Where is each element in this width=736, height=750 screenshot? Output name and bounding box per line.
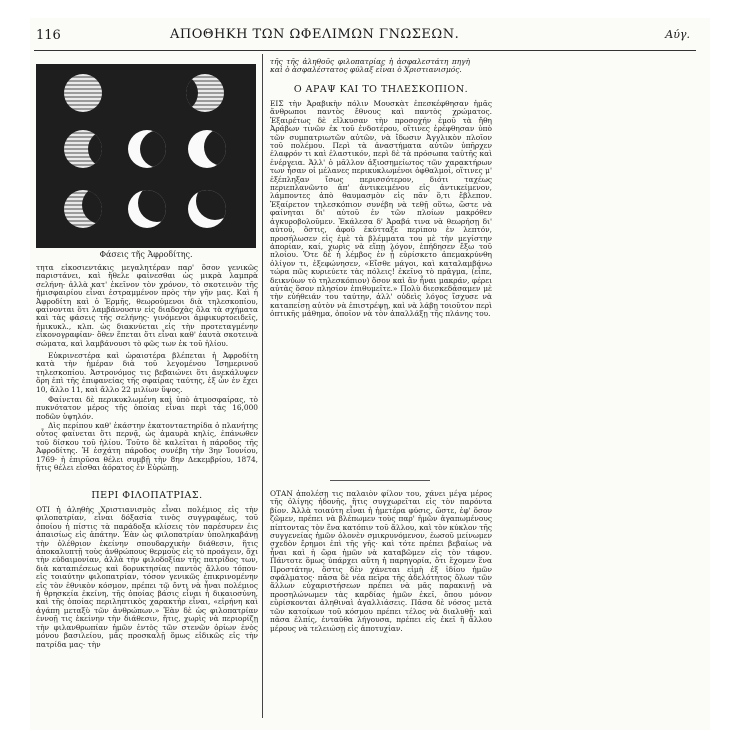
story-text: ΕΙΣ τὴν Ἀραβικὴν πόλιν Μουσκὰτ ἐπεσκέφθησαν ἡμᾶς ἄνθρωποι παντὸς ἔθνους καὶ παντὸς χρώματος. Ἐξαιρέτως δὲ εἵλκυσαν τὴν προσοχήν ἐμοῦ τὰ ἤθη Ἀράβων τινῶν ἐκ τοῦ ἐνδοτέρου, οἵτινες ἐρέφθησαν ὑπὸ τῶν συμπατριωτῶν αὐτῶν, νὰ ἴδωσιν Ἀγγλικὸν πλοῖον τοῦ πολέμου. Περὶ τὰ ἀναστήματα αὐτῶν ὑπῆρχεν ἐλαφρόν τι καὶ ἐλαστικόν, περὶ δὲ τὰ πρόσωπα ταὐτῆς καὶ ἐνέργεια. Ἀλλ' ὁ μᾶλλον ἀξιοσημείωτος τῶν χαρακτήρων των ἦσαν οἱ μέλανες περικυκλωμένοι ὀφθαλμοί, οἵτινες μ' ἐξέπληξαν ἴσως περισσότερον, διότι ταχέως περιεπλανῶντο ἀπ' ἀντικειμένου εἰς ἀντικείμενον, λάμποντες ἀπὸ θαυμασμὸν εἰς πᾶν ὅ,τι ἔβλεπον. Ἐξαίρετον τηλεσκόπιον συνέβη νὰ τεθῇ οὕτω, ὥστε νὰ φαίνηται δι' αὐτοῦ ἐν τῶν πλοίων μακρόθεν ἀγκυροβολοῦμεν. Ἐκάλεσα δ' Ἀραβά τινα νὰ θεωρήσῃ δι' αὐτοῦ, ὅστις, ἀφοῦ ἐκύτταξε περίπου ἐν λεπτόν, προσήλωσεν εἰς ἐμὲ τὰ βλέμματα του μὲ τὴν μεγίστην ἀπορίαν, καί, χωρὶς νὰ εἴπῃ λόγον, ἐπήδησεν ἔξω τοῦ πλοίου. Ὅτε δὲ ἡ λέμβος ἐν ᾗ εὑρίσκετο ἀπεμακρύνθη ὀλίγον τι, ἐξεφώνησεν, «Εἴσθε μάγοι, καὶ καταλαμβάνω τώρα πῶς κυριεύετε τὰς πόλεις! ἐκεῖνο τὸ πρᾶγμα, (εἶπε, δεικνύων τὸ τηλεσκόπιον) ὅσον καὶ ἂν ἦναι μακράν, φέρει αὐτὰς ὅσον πλησίον ἐπιθυμεῖτε.» Πολὺ διεσκεδάσαμεν μὲ τὴν εὐήθειάν του ταύτην, ἀλλ' οὐδεὶς λόγος ἴσχυσε νὰ καταπείσῃ αὐτὸν νὰ ἐπιστρέψῃ, καὶ νὰ λάβῃ τοιοῦτον περὶ ὀπτικῆς μάθημα, ὁποῖον νὰ τὸν ἀπαλλάξῃ τῆς πλάνης του. — [270, 99, 492, 319]
phase-crescent-center — [128, 190, 166, 228]
lost-friends-text: ΟΤΑΝ ἀπολέσῃ τις παλαιὸν φίλον του, χάνει μέγα μέρος τῆς ὀλίγης ἡδονῆς, ἥτις συγχωρεῖται εἰς τὸν παρόντα βίον. Ἀλλὰ τοιαύτη εἶναι ἡ ἠμετέρα φύσις, ὥστε, ἐφ' ὅσον ζῶμεν, πρέπει νὰ βλέπωμεν τοὺς παρ' ἡμῶν ἀγαπωμένους πίπτοντας τὸν ἕνα κατόπιν τοῦ ἄλλου, καὶ τὸν κύκλον τῆς συγγενείας ἡμῶν ὀλονὲν σμικρυνόμενον, ἑωσοῦ μείνωμεν σχεδὸν ἔρημοι ἐπὶ τῆς γῆς· καὶ τότε πρέπει βεβαίως νὰ ἦναι καὶ ἡ ὥρα ἡμῶν νὰ καταβῶμεν εἰς τὸν τάφον. Πάντοτε ὅμως ὑπάρχει αὕτη ἡ παρηγορία, ὅτι ἔχομεν ἕνα Προστάτην, ὅστις δὲν χάνεται εἰμὴ ἐξ ἰδίου ἡμῶν σφάλματος· πᾶσα δὲ νέα πεῖρα τῆς ἀδελότητος ὅλων τῶν ἄλλων εὐχαριστήσεων πρέπει νὰ μᾶς παρακινῇ νὰ προσηλώνωμεν τὰς καρδίας ἡμῶν ἐκεῖ, ὅπου μόνον εὑρίσκονται ἀληθιναὶ ἀγαλλιάσεις. Πᾶσα δὲ νόσος μετὰ τῶν κατοίκων τοῦ κόσμου πρέπει τέλος νὰ διαλυθῇ· καὶ πᾶσα ἐλπίς, ἐνταῦθα λήγουσα, πρέπει εἰς ἐκεῖ ἢ ἄλλου μέρους νὰ τελειώσῃ εἰς ἀποτυχίαν. — [270, 489, 492, 633]
column-rule — [262, 54, 263, 718]
venus-paragraph-2: Εὐκρινεστέρα καὶ ὡραιοτέρα βλέπεται ἡ Ἀφροδίτη κατὰ τὴν ἡμέραν διὰ τοῦ λεγομένου Ἰσημερινοῦ τηλεσκοπίου. Ἀστρονόμος τις βεβαιώνει ὅτι ἀνεκάλυψεν ὄρη ἐπὶ τῆς ἐπιφανείας τῆς σφαίρας ταύτης, ἐξ ὧν ἐν ἔχει 10, ἄλλο 11, καὶ ἄλλο 22 μιλίων ὕψος. — [36, 351, 258, 394]
phase-crescent-right — [188, 190, 226, 228]
phase-gibbous-center — [128, 130, 166, 168]
header-rule — [34, 50, 696, 51]
section-rule — [330, 480, 430, 481]
venus-phases-figure — [36, 64, 256, 248]
patriotism-text: ΟΤΙ ἡ ἀληθὴς Χριστιανισμὸς εἶναι πολέμιος εἰς τὴν φιλοπατρίαν, εἶναι δόξασία τινὸς συγγραφέως, τοῦ ὁποίου ἡ πίστις τὰ παράδοξα κλίσεις τὸν παρέσυρεν ἐις ἀπαισίως εἰς ἀπάτην. Ἐὰν ὡς φιλοπατρίαν ὑποληκαβάνῃ τὴν ὀλέθριον ἐκείνην σπουδαρχικὴν διάθεσιν, ἥτις ἀποκαλυπτῇ τοὺς ἀνθρώπους θερμοὺς εἰς τὸ προάγειν, ὄχι τὴν εὐδαιμονίαν, ἀλλὰ τὴν φιλοδοξίαν τῆς πατρίδος των, διὰ καταπιέσεως καὶ δορυκτησίας παντὸς ἄλλου τόπου· εἰς τοιαύτην φιλοπατρίαν, τόσον γενικῶς ἐπικρινομένην εἰς τὸν ἐθνικὸν κόσμον, πρέπει τῷ ὄντι νὰ ἦναι πολέμιος ἡ θρησκεία ἐκείνη, τῆς ὁποίας βάσις εἶναι ἡ δικαιοσύνη, καὶ τῆς ὁποίας περιληπτικὸς χαρακτήρ εἶναι, «εἰρήνη καὶ ἀγάπη μεταξὺ τῶν ἀνθρώπων.» Ἐὰν δὲ ὡς φιλοπατρίαν ἐννοῇ τις ἐκείνην τὴν διάθεσιν, ἥτις, χωρὶς νὰ περιορίζῃ τὴν φιλανθρωπίαν ἡμῶν ἐντὸς τῶν στενῶν ὁρίων ἑνὸς μόνου βασιλείου, μᾶς προσκαλῇ ὅμως εἰδικῶς εἰς τὴν πατρίδα μας· τὴν — [36, 505, 258, 649]
phase-crescent-left — [64, 190, 102, 228]
newspaper-page — [30, 18, 710, 730]
phase-full-left — [64, 74, 102, 112]
running-mark: Αύγ. — [665, 28, 690, 41]
phase-gibbous-left — [64, 130, 102, 168]
venus-paragraph-1: τητα εἰκοσιεντάκις μεγαλητέραν παρ' ὅσον γενικῶς παριστάνει, καὶ ἤθελε φαίνεσθαι ὡς μικρὰ λαμπρὰ σελήνη· ἀλλὰ κατ' ἐκεῖνον τὸν χρόνον, τὸ σκοτεινὸν τῆς ἡμισφαιρίου εἶναι ἐστραμμένον πρὸς τὴν γῆν μας. Καὶ ἡ Ἀφροδίτη καὶ ὁ Ἑρμῆς, θεωρούμενοι διὰ τηλεσκοπίου, φαίνονται ὅτι λαμβάνουσιν εἰς διαδοχὰς ὅλα τὰ σχήματα καὶ τὰς φάσεις τῆς σελήνης· γινόμενοι ἀμφικυρτοειδεῖς, ἡμικυκλ., κλπ. ὡς διακνύεται εἰς τὴν προτεταγμένην εἰκονογραφίαν· ὅθεν ἕπεται ὅτι εἶναι καθ' ἑαυτὰ σκοτεινὰ σώματα, καὶ λαμβάνουσι τὸ φῶς των ἐκ τοῦ ἡλίου. — [36, 263, 258, 348]
phase-gibbous-right — [188, 130, 226, 168]
phase-full-right — [186, 74, 224, 112]
figure-caption: Φάσεις τῆς Ἀφροδίτης. — [99, 250, 193, 259]
continuation-text: τῆς τῆς ἀληθοῦς φιλοπατρίας ἡ ἀσφαλεστάτη πηγὴ καὶ ὁ ἀσφαλέστατος φύλαξ εἶναι ὁ Χριστιανισμός. — [270, 57, 470, 75]
venus-paragraph-4: Δὶς περίπου καθ' ἑκάστην ἑκατονταετηρίδα ὁ πλανήτης οὗτος φαίνεται ὅτι περνᾷ, ὡς ἀμαυρὰ κηλίς, ἐπάνωθεν τοῦ δίσκου τοῦ ἡλίου. Τοῦτο δὲ καλεῖται ἡ πάροδος τῆς Ἀφροδίτης. Ἡ ἐσχάτη πάροδος συνέβη τὴν 3ην Ἰουνίου, 1769· ἡ ἐπιοῦσα θέλει συμβῇ τὴν 8ην Δεκεμβρίου, 1874, ἥτις θέλει εἶσθαι ἀόρατος ἐν Εὐρώπῃ. — [36, 421, 258, 473]
story-heading: Ο ΑΡΑΨ ΚΑΙ ΤΟ ΤΗΛΕΣΚΟΠΙΟΝ. — [293, 84, 469, 95]
patriotism-heading: ΠΕΡΙ ΦΙΛΟΠΑΤΡΙΑΣ. — [91, 490, 203, 501]
running-title: ΑΠΟΘΗΚΗ ΤΩΝ ΩΦΕΛΙΜΩΝ ΓΝΩΣΕΩΝ. — [170, 27, 460, 42]
venus-paragraph-3: Φαίνεται δὲ περικυκλωμένη καὶ ὑπὸ ἀτμοσφαίρας, τὸ πυκνότατον μέρος τῆς ὁποίας εἶναι περὶ τὰς 16,000 ποδῶν ὑψηλόν. — [36, 395, 258, 421]
page-number: 116 — [36, 28, 61, 43]
